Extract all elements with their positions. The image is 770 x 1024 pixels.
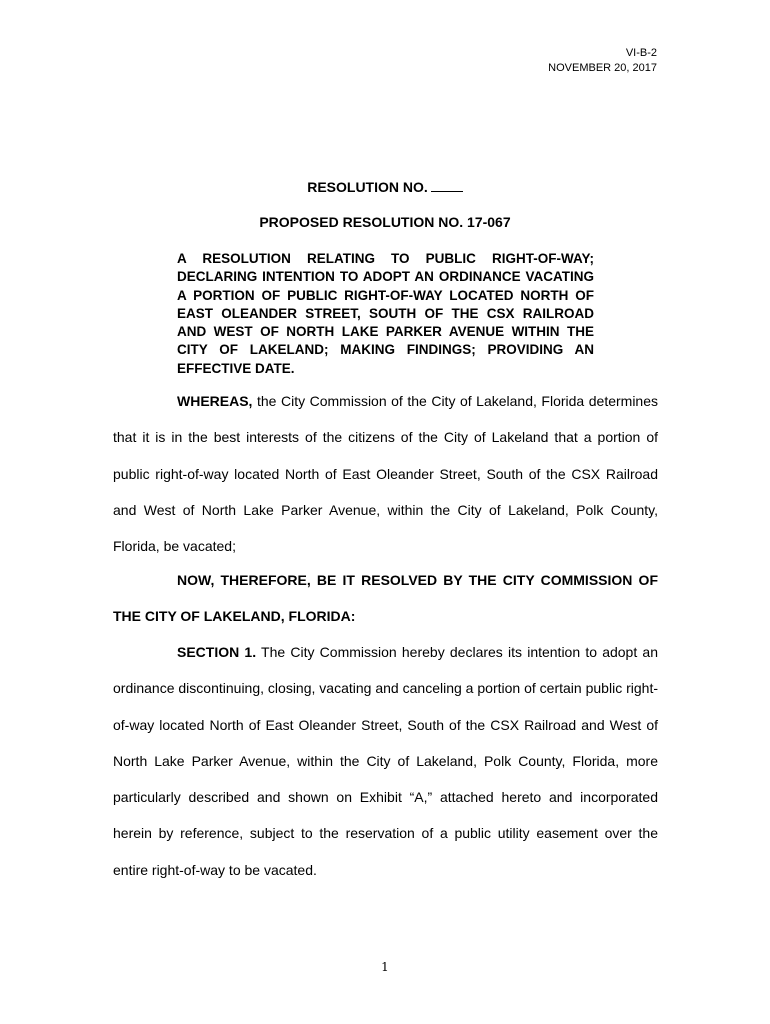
whereas-text: the City Commission of the City of Lakeland, Florida determines that it is in the best interests of the citizens of the City of Lakeland that a portion of public right-of-way located North of East Oleander Street, South of the CSX Railroad and West of North Lake Parker Avenue, within the City of Lakeland, Polk County, Florida, be vacated; (113, 393, 658, 555)
section-1-paragraph (113, 634, 658, 888)
section-1-text: The City Commission hereby declares its intention to adopt an ordinance discontinuing, closing, vacating and canceling a portion of certain public right-of-way located North of East Oleander Street, South of the CSX Railroad and West of North Lake Parker Avenue, within the City of Lakeland, Polk County, Florida, more particularly described and shown on Exhibit “A,” attached hereto and incorporated herein by reference, subject to the reservation of a public utility easement over the entire right-of-way to be vacated. (113, 644, 659, 878)
meeting-date: NOVEMBER 20, 2017 (548, 62, 657, 74)
whereas-lead: WHEREAS, (177, 393, 253, 409)
resolution-number-title (0, 179, 770, 195)
section-1-lead: SECTION 1. (177, 644, 257, 660)
document-header (548, 46, 657, 76)
proposed-resolution-title: PROPOSED RESOLUTION NO. 17-067 (259, 214, 511, 230)
resolution-number-blank (431, 179, 463, 192)
resolution-number-label: RESOLUTION NO. (307, 179, 428, 195)
page-number: 1 (381, 960, 389, 974)
resolved-paragraph (113, 562, 658, 635)
whereas-paragraph (113, 383, 658, 564)
resolution-caption: A RESOLUTION RELATING TO PUBLIC RIGHT-OF-WAY; DECLARING INTENTION TO ADOPT AN ORDINANCE VACATING A PORTION OF PUBLIC RIGHT-OF-WAY LOCATED NORTH OF EAST OLEANDER STREET, SOUTH OF THE CSX RAILROAD AND WEST OF NORTH LAKE PARKER AVENUE WITHIN THE CITY OF LAKELAND; MAKING FINDINGS; PROVIDING AN EFFECTIVE DATE. (177, 251, 594, 376)
resolved-text: NOW, THEREFORE, BE IT RESOLVED BY THE CITY COMMISSION OF THE CITY OF LAKELAND, FLORIDA: (113, 572, 658, 625)
agenda-code: VI-B-2 (625, 47, 657, 59)
